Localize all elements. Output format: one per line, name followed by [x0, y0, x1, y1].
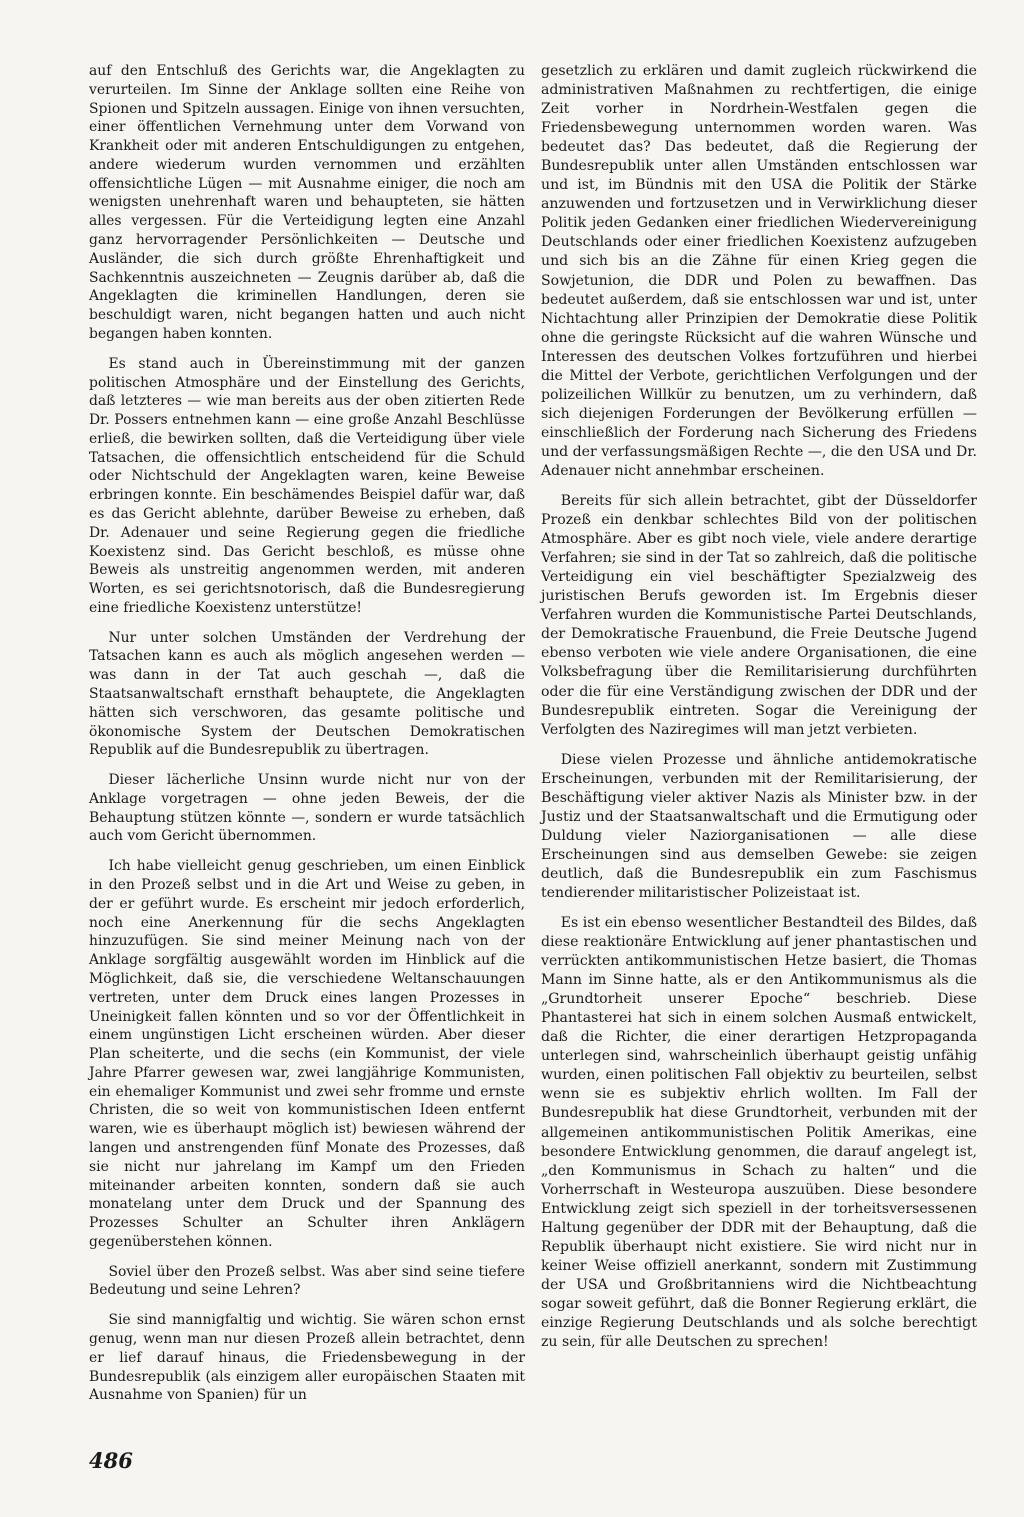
- paragraph: Diese vielen Prozesse und ähnliche antidemokratische Erscheinungen, verbunden mit der Remilitarisierung, der Beschäftigung vieler aktiver Nazis als Minister bzw. in der Justiz und der Staatsanwaltschaft und die Ermutigung oder Duldung vieler Naziorganisationen — alle diese Erscheinungen sind aus demselben Gewebe: sie zeigen deutlich, daß die Bundesrepublik ein zum Faschismus tendierender militaristischer Polizeistaat ist.: [541, 751, 977, 901]
- paragraph: Es ist ein ebenso wesentlicher Bestandteil des Bildes, daß diese reaktionäre Entwicklung auf jener phantastischen und verrückten antikommunistischen Hetze basiert, die Thomas Mann im Sinne hatte, als er den Antikommunismus als die „Grundtorheit unserer Epoche“ beschrieb. Diese Phantasterei hat sich in einem solchen Ausmaß entwickelt, daß die Richter, die einer derartigen Hetzpropaganda unterlegen sind, wahrscheinlich überhaupt geistig unfähig wurden, einen politischen Fall objektiv zu beurteilen, selbst wenn sie es subjektiv ehrlich wollten. Im Fall der Bundesrepublik hat diese Grundtorheit, verbunden mit der allgemeinen antikommunistischen Politik Amerikas, eine besondere Entwicklung genommen, die darauf angelegt ist, „den Kommunismus in Schach zu halten“ und die Vorherrschaft in Westeuropa auszuüben. Diese besondere Entwicklung zeigt sich speziell in der torheitsversessenen Haltung gegenüber der DDR mit der Behauptung, daß die Republik überhaupt nicht existiere. Sie wird nicht nur in keiner Weise offiziell anerkannt, sondern mit Zustimmung der USA und Großbritanniens wird die Nichtbeachtung sogar soweit geführt, daß die Bonner Regierung erklärt, die einzige Regierung Deutschlands und als solche berechtigt zu sein, für alle Deutschen zu sprechen!: [541, 915, 977, 1351]
- paragraph: Sie sind mannigfaltig und wichtig. Sie wären schon ernst genug, wenn man nur diesen Prozeß allein betrachtet, denn er lief darauf hinaus, die Friedensbewegung in der Bundesrepublik (als einzigem aller europäischen Staaten mit Ausnahme von Spanien) für un: [89, 1312, 525, 1404]
- page-number: 486: [89, 1448, 133, 1473]
- paragraph: Soviel über den Prozeß selbst. Was aber sind seine tiefere Bedeutung und seine Lehren?: [89, 1263, 525, 1299]
- paragraph: gesetzlich zu erklären und damit zugleich rückwirkend die administrativen Maßnahmen zu rechtfertigen, die einige Zeit vorher in Nordrhein-Westfalen gegen die Friedensbewegung unternommen worden waren. Was bedeutet das? Das bedeutet, daß die Regierung der Bundesrepublik unter allen Umständen entschlossen war und ist, im Bündnis mit den USA die Politik der Stärke anzuwenden und fortzusetzen und in Verwirklichung dieser Politik jeden Gedanken einer friedlichen Wiedervereinigung Deutschlands oder einer friedlichen Koexistenz aufzugeben und sich bis an die Zähne für einen Krieg gegen die Sowjetunion, die DDR und Polen zu bewaffnen. Das bedeutet außerdem, daß sie entschlossen war und ist, unter Nichtachtung aller Prinzipien der Demokratie diese Politik ohne die geringste Rücksicht auf die wahren Wünsche und Interessen des deutschen Volkes fortzuführen und hierbei die Mittel der Verbote, gerichtlichen Verfolgungen und der polizeilichen Willkür zu benutzen, um zu verhindern, daß sich diejenigen Forderungen der Bevölkerung erfüllen — einschließlich der Forderung nach Sicherung des Friedens und der verfassungsmäßigen Rechte —, die den USA und Dr. Adenauer nicht annehmbar erscheinen.: [541, 63, 977, 479]
- paragraph: Bereits für sich allein betrachtet, gibt der Düsseldorfer Prozeß ein denkbar schlechtes Bild von der politischen Atmosphäre. Aber es gibt noch viele, viele andere derartige Verfahren; sie sind in der Tat so zahlreich, daß die politische Verteidigung ein viel beschäftigter Spezialzweig des juristischen Berufs geworden ist. Im Ergebnis dieser Verfahren wurden die Kommunistische Partei Deutschlands, der Demokratische Frauenbund, die Freie Deutsche Jugend ebenso verboten wie viele andere Organisationen, die eine Volksbefragung über die Remilitarisierung durchführten oder die für eine Verständigung zwischen der DDR und der Bundesrepublik eintreten. Sogar die Vereinigung der Verfolgten des Naziregimes will man jetzt verbieten.: [541, 493, 977, 738]
- paragraph: Es stand auch in Übereinstimmung mit der ganzen politischen Atmosphäre und der Einstellung des Gerichts, daß letzteres — wie man bereits aus der oben zitierten Rede Dr. Possers entnehmen kann — eine große Anzahl Beschlüsse erließ, die bewirken sollten, daß die Verteidigung über viele Tatsachen, die offensichtlich entscheidend für die Schuld oder Nichtschuld der Angeklagten waren, keine Beweise erbringen konnte. Ein beschämendes Beispiel dafür war, daß es das Gericht ablehnte, darüber Beweise zu erheben, daß Dr. Adenauer und seine Regierung gegen die friedliche Koexistenz sind. Das Gericht beschloß, es müsse ohne Beweis als unstreitig angenommen werden, mit anderen Worten, es sei gerichtsnotorisch, daß die Bundesregierung eine friedliche Koexistenz unterstütze!: [89, 355, 525, 616]
- left-column: [89, 62, 525, 1416]
- paragraph: Dieser lächerliche Unsinn wurde nicht nur von der Anklage vorgetragen — ohne jeden Beweis, der die Behauptung stützen könnte —, sondern er wurde tatsächlich auch vom Gericht übernommen.: [89, 772, 525, 845]
- paragraph: Ich habe vielleicht genug geschrieben, um einen Einblick in den Prozeß selbst und in die Art und Weise zu geben, in der er geführt wurde. Es erscheint mir jedoch erforderlich, noch eine Anerkennung für die sechs Angeklagten hinzuzufügen. Sie sind meiner Meinung nach von der Anklage sorgfältig ausgewählt worden im Hinblick auf die Möglichkeit, daß sie, die verschiedene Weltanschauungen vertreten, unter dem Druck eines langen Prozesses in Uneinigkeit fallen könnten und so vor der Öffentlichkeit in einem ungünstigen Licht erscheinen würden. Aber dieser Plan scheiterte, und die sechs (ein Kommunist, der viele Jahre Pfarrer gewesen war, zwei langjährige Kommunisten, ein ehemaliger Kommunist und zwei sehr fromme und ernste Christen, die so weit von kommunistischen Ideen entfernt waren, wie es überhaupt möglich ist) bewiesen während der langen und anstrengenden fünf Monate des Prozesses, daß sie nicht nur jahrelang im Kampf um den Frieden miteinander arbeiten konnten, sondern daß sie auch monatelang unter dem Druck und der Spannung des Prozesses Schulter an Schulter ihren Anklägern gegenüberstehen können.: [89, 858, 525, 1250]
- paragraph: Nur unter solchen Umständen der Verdrehung der Tatsachen kann es auch als möglich angesehen werden — was dann in der Tat auch geschah —, daß die Staatsanwaltschaft ernsthaft behauptete, die Angeklagten hätten sich verschworen, das gesamte politische und ökonomische System der Deutschen Demokratischen Republik auf die Bundesrepublik zu übertragen.: [89, 629, 525, 759]
- right-column: [541, 62, 977, 1363]
- paragraph: auf den Entschluß des Gerichts war, die Angeklagten zu verurteilen. Im Sinne der Anklage sollten eine Reihe von Spionen und Spitzeln aussagen. Einige von ihnen versuchten, einer öffentlichen Vernehmung unter dem Vorwand von Krankheit oder mit anderen Entschuldigungen zu entgehen, andere wiederum wurden vernommen und erzählten offensichtliche Lügen — mit Ausnahme einiger, die noch am wenigsten unehrenhaft waren und behaupteten, sie hätten alles vergessen. Für die Verteidigung legten eine Anzahl ganz hervorragender Persönlichkeiten — Deutsche und Ausländer, die sich durch größte Ehrenhaftigkeit und Sachkenntnis auszeichneten — Zeugnis darüber ab, daß die Angeklagten die kriminellen Handlungen, deren sie beschuldigt waren, nicht begangen hatten und auch nicht begangen haben konnten.: [89, 63, 525, 342]
